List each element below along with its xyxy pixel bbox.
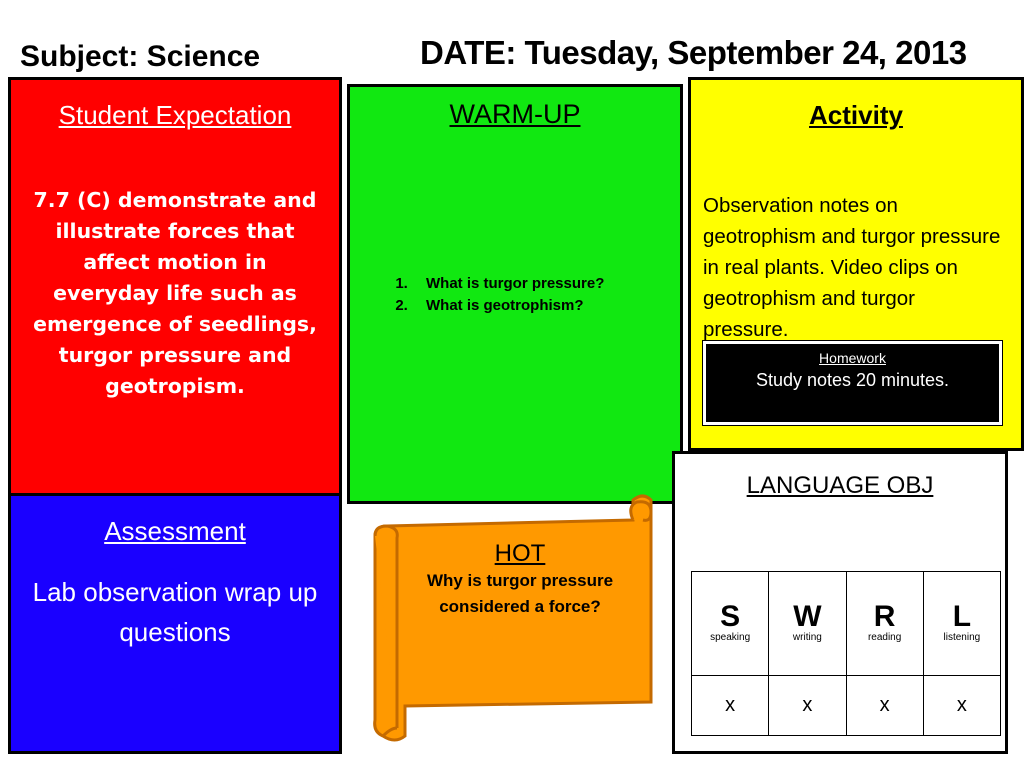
- hot-content: [405, 540, 635, 620]
- mark-w: x: [769, 675, 846, 735]
- language-obj-heading: LANGUAGE OBJ: [746, 472, 934, 499]
- letter-w: W: [793, 600, 822, 634]
- table-cell-r: [846, 572, 923, 676]
- table-cell-w: [769, 572, 846, 676]
- table-row: [692, 675, 1001, 735]
- date-title: DATE: Tuesday, September 24, 2013: [420, 34, 967, 71]
- mark-s: x: [692, 675, 769, 735]
- warmup-heading: WARM-UP: [449, 99, 581, 129]
- word-speaking: speaking: [710, 632, 751, 644]
- student-expectation-heading: Student Expectation: [58, 100, 292, 130]
- homework-text: Study notes 20 minutes.: [755, 370, 950, 390]
- activity-heading: Activity: [809, 100, 903, 130]
- homework-heading: Homework: [819, 350, 886, 366]
- word-writing: writing: [792, 632, 822, 644]
- student-expectation-text: 7.7 (C) demonstrate and illustrate forces that affect motion in everyday life such as emergence of seedlings, turgor pressure and geotropism.: [33, 188, 317, 398]
- table-cell-l: [923, 572, 1000, 676]
- assessment-heading: Assessment: [104, 516, 246, 546]
- homework-box: [703, 341, 1002, 425]
- warmup-panel: [347, 84, 683, 504]
- language-obj-table: [691, 571, 1001, 736]
- letter-l: L: [952, 600, 972, 634]
- hot-question: Why is turgor pressure considered a force?: [426, 571, 614, 616]
- warmup-question-1: 1. What is turgor pressure?: [412, 273, 604, 295]
- letter-r: R: [873, 600, 896, 634]
- mark-r: x: [846, 675, 923, 735]
- warmup-questions: [390, 273, 604, 317]
- table-row: [692, 572, 1001, 676]
- word-listening: listening: [943, 632, 981, 644]
- word-reading: reading: [867, 632, 902, 644]
- table-cell-s: [692, 572, 769, 676]
- assessment-text: Lab observation wrap up questions: [32, 577, 318, 647]
- hot-heading: HOT: [494, 540, 546, 567]
- subject-title: Subject: Science: [20, 40, 261, 73]
- assessment-panel: [8, 493, 342, 754]
- activity-text: Observation notes on geotrophism and turgor pressure in real plants. Video clips on geotrophism and turgor pressure.: [703, 194, 1001, 341]
- letter-s: S: [720, 600, 741, 634]
- student-expectation-panel: [8, 77, 342, 498]
- mark-l: x: [923, 675, 1000, 735]
- language-obj-panel: [672, 451, 1008, 754]
- warmup-question-2: 2. What is geotrophism?: [412, 295, 604, 317]
